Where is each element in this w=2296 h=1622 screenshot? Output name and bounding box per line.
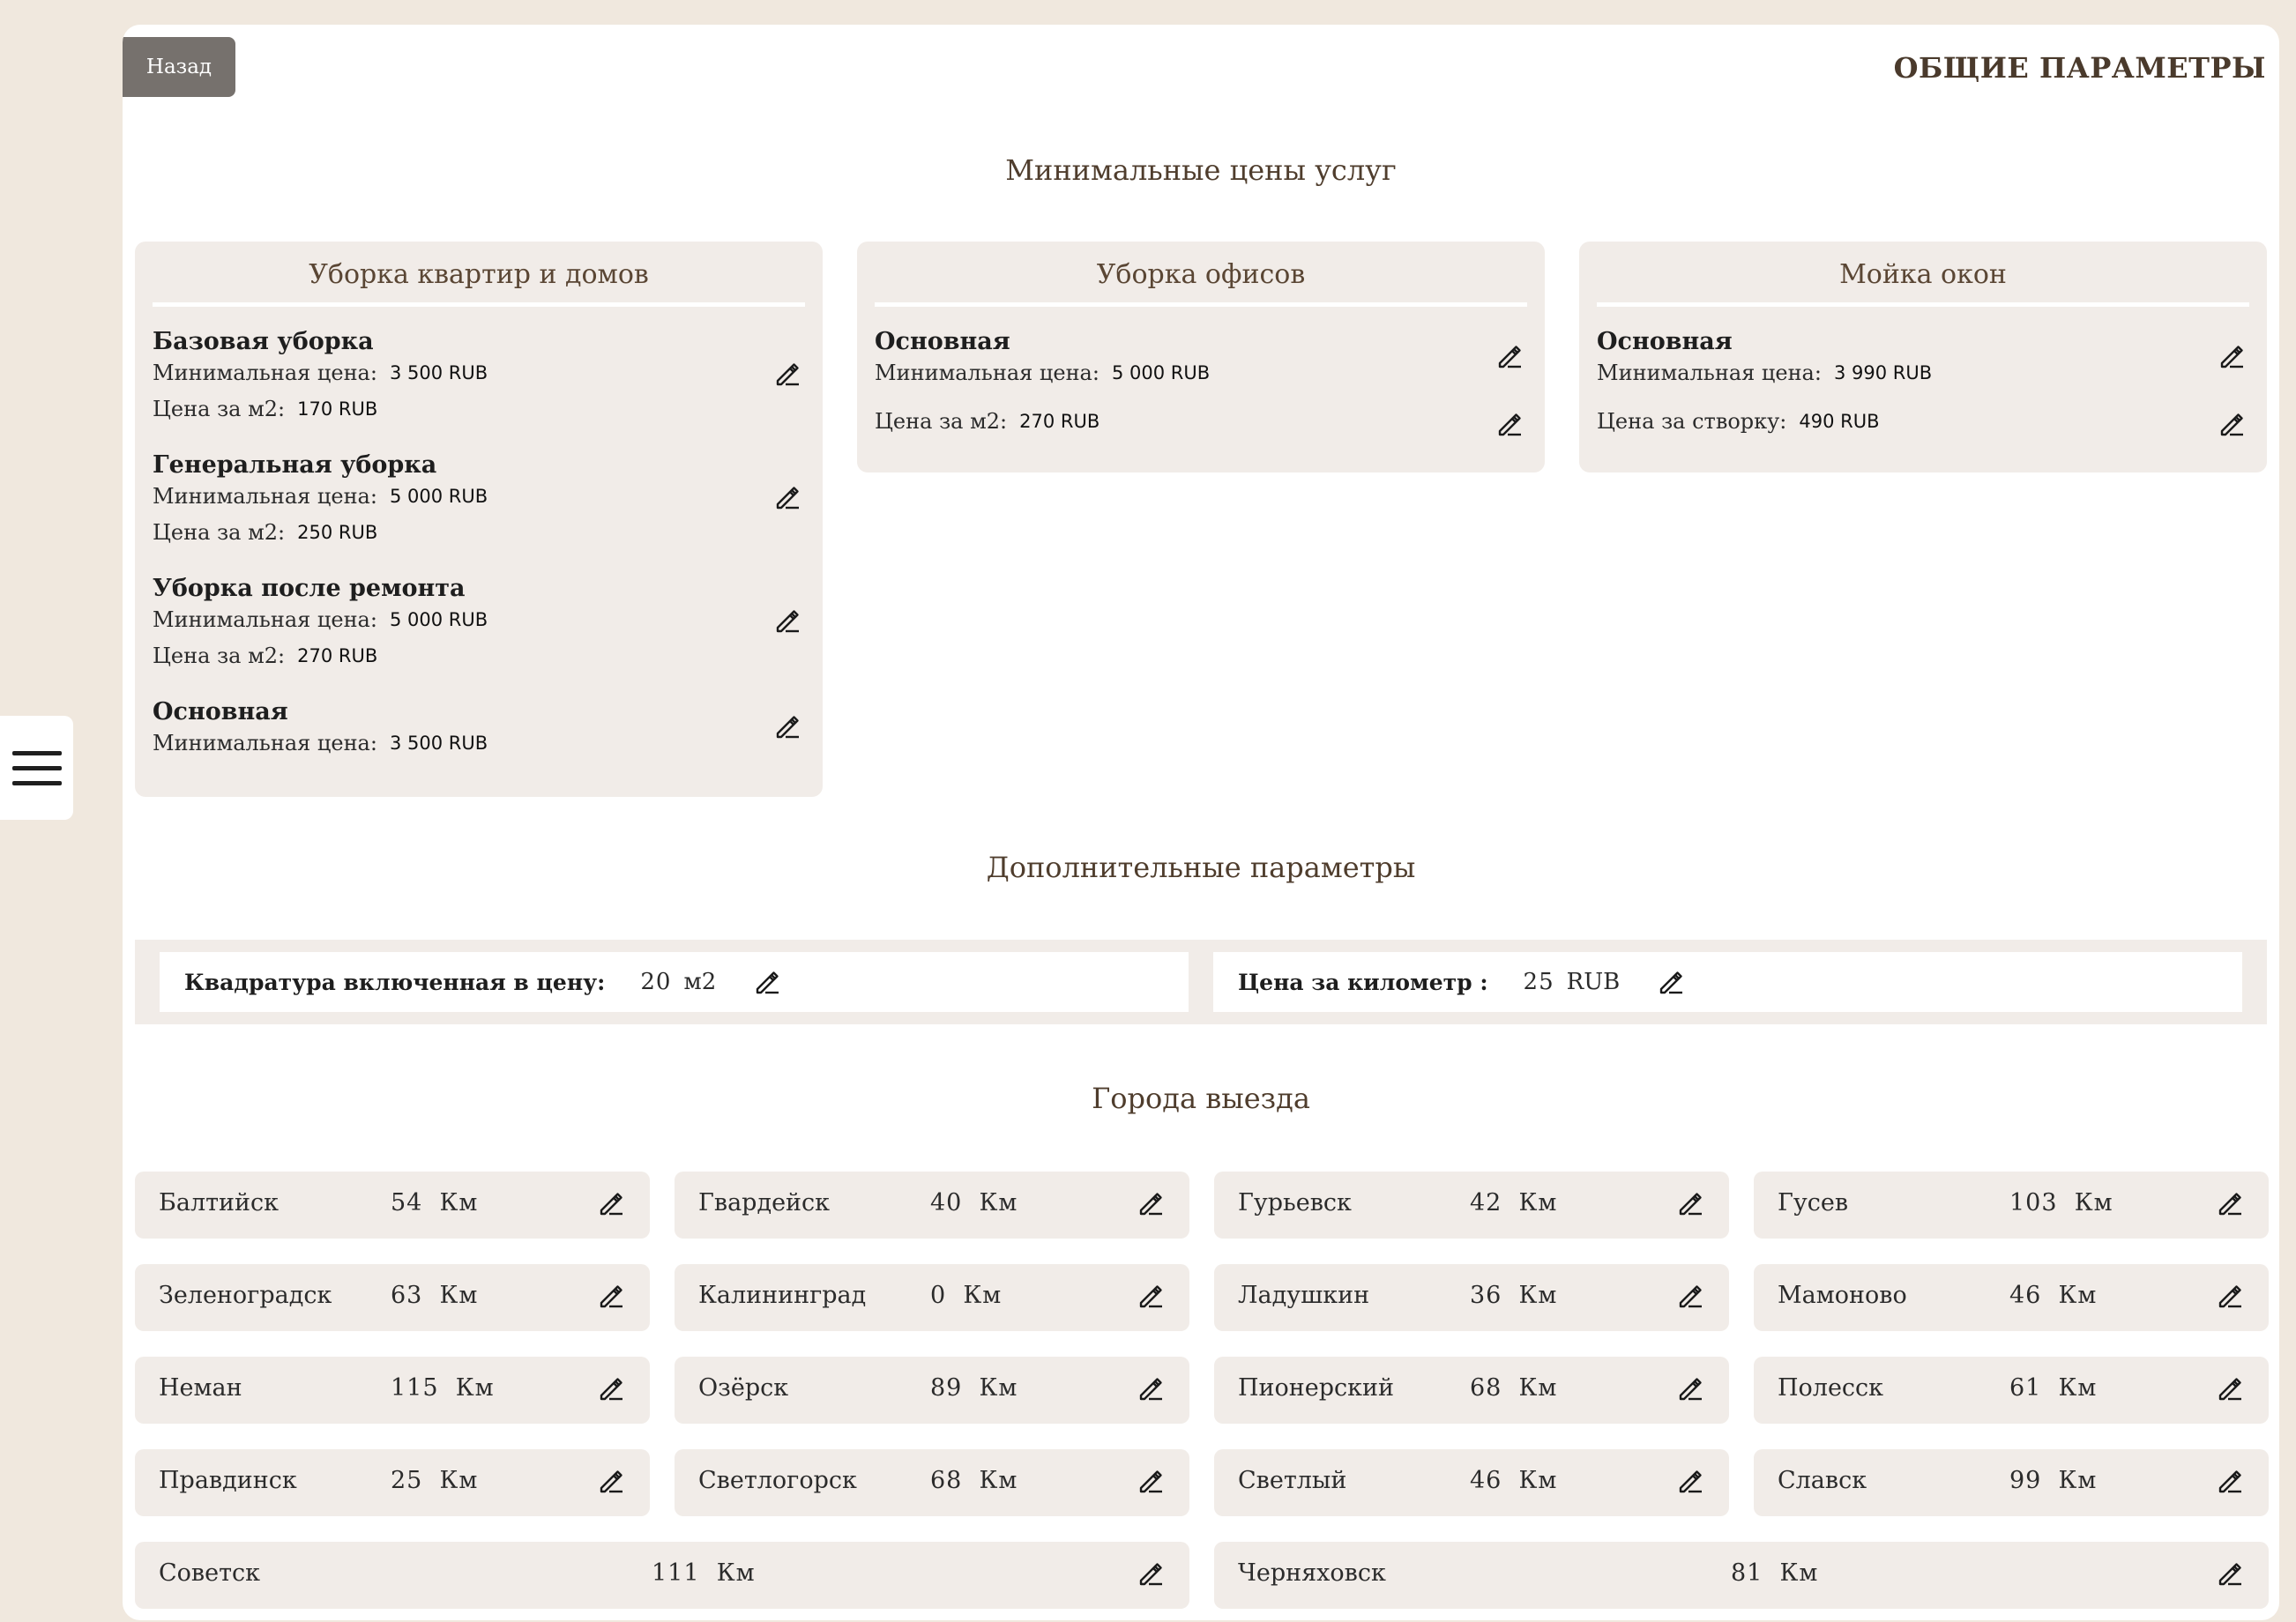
pencil-edit-icon [1676,1467,1704,1495]
edit-service-button[interactable] [773,483,801,511]
city-name: Пионерский [1238,1374,1395,1402]
pencil-edit-icon [2218,410,2246,438]
city-distance-unit: Км [2058,1374,2098,1402]
edit-city-button[interactable] [597,1467,625,1495]
city-name: Зеленоградск [159,1282,332,1309]
min-price-value: 5 000 RUB [389,608,488,630]
min-price-label: Минимальная цена: [153,606,377,632]
city-name: Советск [159,1559,261,1587]
min-price-value: 3 990 RUB [1833,361,1933,383]
pencil-edit-icon [2216,1467,2244,1495]
pencil-edit-icon [1676,1282,1704,1310]
city-name: Славск [1778,1467,1867,1494]
m2-price-label: Цена за м2: [153,643,286,668]
edit-city-button[interactable] [2216,1374,2244,1403]
edit-city-button[interactable] [1676,1282,1704,1310]
city-distance [2009,1189,2113,1216]
pencil-edit-icon [773,483,801,511]
m2-price-value: 270 RUB [297,644,378,666]
sash-price-row [1597,391,2249,452]
city-item [1214,1449,1729,1516]
city-distance [2009,1467,2097,1494]
city-item [1754,1449,2269,1516]
city-distance [391,1467,478,1494]
min-prices-heading: Минимальные цены услуг [1005,153,1397,187]
city-name: Гурьевск [1238,1189,1352,1216]
edit-service-button[interactable] [773,360,801,388]
city-item [675,1264,1189,1331]
m2-price-value: 270 RUB [1019,411,1100,432]
m2-price-value: 250 RUB [297,521,378,543]
edit-city-button[interactable] [1137,1467,1165,1495]
min-price-row [153,725,805,761]
city-item [135,1449,650,1516]
city-distance-value: 40 [930,1189,963,1216]
pencil-edit-icon [1495,342,1524,370]
edit-price-per-km-button[interactable] [1657,968,1685,996]
city-distance-value: 81 [1731,1559,1763,1587]
m2-price-row [875,391,1527,452]
cities-heading: Города выезда [1092,1082,1310,1115]
pencil-edit-icon [773,360,801,388]
service-name: Основная [153,698,288,725]
city-distance-unit: Км [439,1467,479,1494]
service-name: Основная [875,328,1010,355]
city-name: Светлый [1238,1467,1347,1494]
city-distance-unit: Км [439,1282,479,1309]
city-name: Балтийск [159,1189,280,1216]
city-distance-unit: Км [1518,1189,1558,1216]
service-basic [153,307,805,427]
included-area-unit: м2 [683,969,717,995]
city-distance [1731,1559,1818,1587]
pencil-edit-icon [753,968,781,996]
city-distance [930,1282,1002,1309]
city-distance [1470,1282,1557,1309]
city-distance-value: 36 [1470,1282,1502,1309]
city-distance [391,1189,478,1216]
city-distance-value: 54 [391,1189,423,1216]
service-main [153,673,805,761]
pencil-edit-icon [1137,1559,1165,1588]
edit-city-button[interactable] [2216,1282,2244,1310]
card-title: Мойка окон [1597,242,2249,307]
service-name: Генеральная уборка [153,451,437,479]
edit-city-button[interactable] [1137,1282,1165,1310]
city-distance-unit: Км [1518,1467,1558,1494]
min-price-value: 3 500 RUB [389,361,488,383]
city-distance-value: 61 [2009,1374,2042,1402]
service-after-repair [153,550,805,673]
included-area-value: 20 [640,969,672,995]
city-distance-value: 103 [2009,1189,2058,1216]
city-distance-value: 25 [391,1467,423,1494]
city-distance-unit: Км [1518,1282,1558,1309]
min-price-row [153,354,805,391]
city-distance [1470,1374,1557,1402]
city-distance [652,1559,756,1587]
card-windows [1579,242,2267,472]
min-price-label: Минимальная цена: [153,730,377,755]
city-name: Гусев [1778,1189,1849,1216]
edit-city-button[interactable] [597,1189,625,1217]
city-distance-unit: Км [439,1189,479,1216]
city-distance-value: 111 [652,1559,700,1587]
city-distance-unit: Км [716,1559,756,1587]
min-price-label: Минимальная цена: [1597,360,1822,385]
min-price-row [875,354,1527,391]
city-distance-value: 46 [1470,1467,1502,1494]
back-button[interactable]: Назад [123,37,235,97]
pencil-edit-icon [2216,1282,2244,1310]
edit-service-button[interactable] [773,712,801,740]
included-area-label: Квадратура включенная в цену: [184,969,606,995]
included-area-field [160,952,1189,1012]
pencil-edit-icon [1137,1189,1165,1217]
pencil-edit-icon [1676,1189,1704,1217]
edit-service-button[interactable] [773,606,801,635]
city-item [135,1264,650,1331]
edit-city-button[interactable] [1676,1374,1704,1403]
m2-price-row [153,637,805,673]
min-price-label: Минимальная цена: [875,360,1100,385]
city-distance [391,1374,495,1402]
m2-price-value: 170 RUB [297,398,378,420]
sash-price-value: 490 RUB [1799,411,1880,432]
city-distance-value: 0 [930,1282,947,1309]
city-item [675,1357,1189,1424]
city-name: Правдинск [159,1467,297,1494]
city-distance-value: 46 [2009,1282,2042,1309]
pencil-edit-icon [1657,968,1685,996]
city-distance [391,1282,478,1309]
city-distance [930,1467,1018,1494]
city-distance [930,1374,1018,1402]
price-per-km-field [1213,952,2242,1012]
city-distance-value: 99 [2009,1467,2042,1494]
city-distance-unit: Км [455,1374,495,1402]
city-distance-unit: Км [1518,1374,1558,1402]
min-price-value: 5 000 RUB [389,485,488,507]
city-distance-unit: Км [1779,1559,1819,1587]
extra-params-heading: Дополнительные параметры [986,851,1416,884]
sash-price-label: Цена за створку: [1597,409,1787,434]
city-distance-value: 42 [1470,1189,1502,1216]
m2-price-label: Цена за м2: [153,519,286,545]
card-title: Уборка квартир и домов [153,242,805,307]
city-name: Мамоново [1778,1282,1907,1309]
m2-price-row [153,391,805,427]
city-item [135,1172,650,1239]
edit-city-button[interactable] [1137,1374,1165,1403]
city-item [135,1357,650,1424]
m2-price-label: Цена за м2: [875,409,1008,434]
edit-city-button[interactable] [1676,1189,1704,1217]
price-per-km-value: 25 [1523,969,1554,995]
city-distance-unit: Км [2058,1467,2098,1494]
city-distance-unit: Км [963,1282,1003,1309]
city-distance-unit: Км [2074,1189,2113,1216]
edit-city-button[interactable] [2216,1559,2244,1588]
city-distance-value: 68 [1470,1374,1502,1402]
city-name: Светлогорск [698,1467,857,1494]
edit-city-button[interactable] [2216,1189,2244,1217]
card-title: Уборка офисов [875,242,1527,307]
pencil-edit-icon [1137,1374,1165,1403]
edit-city-button[interactable] [1137,1189,1165,1217]
city-name: Калининград [698,1282,867,1309]
city-item [675,1449,1189,1516]
city-distance [930,1189,1018,1216]
m2-price-row [153,514,805,550]
service-name: Уборка после ремонта [153,575,466,602]
m2-price-label: Цена за м2: [153,396,286,421]
city-name: Полесск [1778,1374,1884,1402]
city-item [1214,1264,1729,1331]
pencil-edit-icon [1137,1282,1165,1310]
card-apartments [135,242,823,797]
menu-toggle-button[interactable] [0,716,73,820]
hamburger-menu-icon [12,751,62,755]
pencil-edit-icon [597,1467,625,1495]
min-price-row [153,478,805,514]
city-distance [1470,1467,1557,1494]
city-item [1214,1357,1729,1424]
city-name: Гвардейск [698,1189,831,1216]
edit-city-button[interactable] [597,1374,625,1403]
city-distance-unit: Км [2058,1282,2098,1309]
city-item [1214,1542,2269,1609]
pencil-edit-icon [597,1374,625,1403]
city-item [1214,1172,1729,1239]
service-general [153,427,805,550]
pencil-edit-icon [2216,1559,2244,1588]
price-per-km-label: Цена за километр : [1238,969,1488,995]
edit-city-button[interactable] [1137,1559,1165,1588]
min-price-row [153,601,805,637]
edit-min-price-button[interactable] [2218,342,2246,370]
page-title: ОБЩИЕ ПАРАМЕТРЫ [1893,51,2266,85]
min-price-value: 5 000 RUB [1111,361,1211,383]
city-distance-value: 89 [930,1374,963,1402]
city-distance-value: 63 [391,1282,423,1309]
city-name: Черняховск [1238,1559,1386,1587]
main-panel [123,25,2279,1620]
city-item [1754,1264,2269,1331]
edit-sash-price-button[interactable] [2218,410,2246,438]
pencil-edit-icon [2218,342,2246,370]
city-distance-value: 68 [930,1467,963,1494]
min-price-row [1597,354,2249,391]
city-distance [2009,1374,2097,1402]
city-item [135,1542,1189,1609]
min-price-label: Минимальная цена: [153,483,377,509]
pencil-edit-icon [597,1282,625,1310]
city-name: Ладушкин [1238,1282,1370,1309]
min-price-label: Минимальная цена: [153,360,377,385]
city-distance [1470,1189,1557,1216]
pencil-edit-icon [1676,1374,1704,1403]
hamburger-line [12,781,62,785]
city-distance-value: 115 [391,1374,439,1402]
pencil-edit-icon [1137,1467,1165,1495]
pencil-edit-icon [2216,1374,2244,1403]
edit-city-button[interactable] [1676,1467,1704,1495]
min-price-value: 3 500 RUB [389,732,488,754]
city-distance [2009,1282,2097,1309]
city-name: Неман [159,1374,242,1402]
service-main [1597,307,2249,452]
price-per-km-unit: RUB [1566,969,1621,995]
hamburger-line [12,766,62,770]
city-item [675,1172,1189,1239]
city-distance-unit: Км [979,1467,1018,1494]
pencil-edit-icon [2216,1189,2244,1217]
service-name: Основная [1597,328,1733,355]
service-name: Базовая уборка [153,328,374,355]
edit-city-button[interactable] [2216,1467,2244,1495]
pencil-edit-icon [1495,410,1524,438]
city-name: Озёрск [698,1374,789,1402]
pencil-edit-icon [597,1189,625,1217]
city-item [1754,1357,2269,1424]
extra-params-bar [135,940,2267,1024]
service-main [875,307,1527,452]
pencil-edit-icon [773,712,801,740]
city-item [1754,1172,2269,1239]
edit-min-price-button[interactable] [1495,342,1524,370]
pencil-edit-icon [773,606,801,635]
edit-m2-price-button[interactable] [1495,410,1524,438]
city-distance-unit: Км [979,1374,1018,1402]
card-offices [857,242,1545,472]
edit-city-button[interactable] [597,1282,625,1310]
edit-included-area-button[interactable] [753,968,781,996]
city-distance-unit: Км [979,1189,1018,1216]
